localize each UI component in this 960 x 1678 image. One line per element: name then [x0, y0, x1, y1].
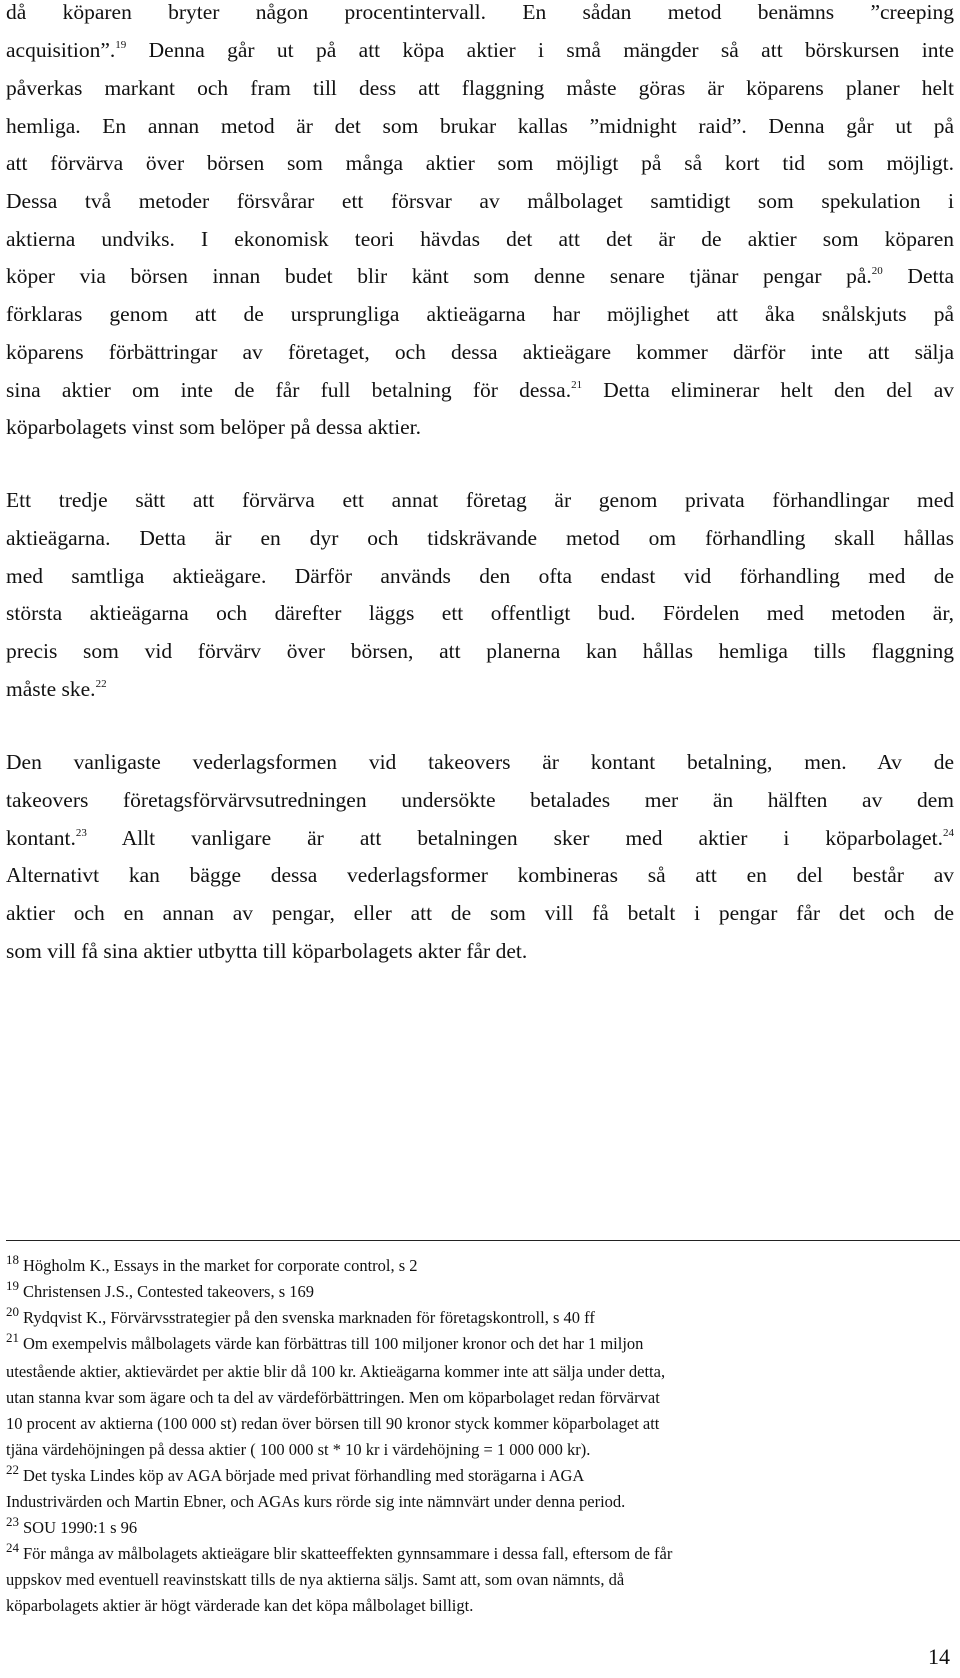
footnote-text: tjäna värdehöjningen på dessa aktier ( 100 000 st * 10 kr i värdehöjning = 1 000 000 kr). — [6, 1440, 591, 1459]
footnote-line — [6, 1278, 954, 1302]
footnote-number: 19 — [6, 1278, 19, 1293]
footnote-text: uppskov med eventuell reavinstskatt tills de nya aktierna säljs. Samt att, som ovan nämnts, då — [6, 1570, 625, 1589]
footnote-reference[interactable]: 23 — [75, 827, 87, 839]
body-line — [6, 939, 954, 964]
footnote-line — [6, 1514, 954, 1538]
line-text: köparens förbättringar av företaget, och dessa aktieägare kommer därför inte att sälja — [6, 340, 954, 364]
body-line — [6, 302, 954, 327]
body-line — [6, 639, 954, 664]
line-text: Dessa två metoder försvårar ett försvar av målbolaget samtidigt som spekulation i — [6, 189, 954, 213]
line-text: Den vanligaste vederlagsformen vid takeovers är kontant betalning, men. Av de — [6, 750, 954, 774]
line-text: Denna går ut på att köpa aktier i små mängder så att börskursen inte — [126, 38, 954, 62]
body-line — [6, 340, 954, 365]
line-text: som vill få sina aktier utbytta till köparbolagets akter får det. — [6, 939, 528, 963]
footnote-number: 24 — [6, 1540, 19, 1555]
footnote-reference[interactable]: 19 — [115, 39, 127, 51]
footnote-line — [6, 1252, 954, 1276]
body-line — [6, 0, 954, 25]
body-line — [6, 488, 954, 513]
footnote-line — [6, 1388, 954, 1408]
footnote-text: utestående aktier, aktievärdet per aktie blir då 100 kr. Aktieägarna kommer inte att sälja under detta, — [6, 1362, 666, 1381]
body-line — [6, 227, 954, 252]
footnote-text: utan stanna kvar som ägare och ta del av värdeförbättringen. Men om köparbolaget redan förvärvat — [6, 1388, 660, 1407]
line-text: påverkas markant och fram till dess att flaggning måste göras är köparens planer helt — [6, 76, 954, 100]
footnote-number: 22 — [6, 1462, 19, 1477]
body-line — [6, 151, 954, 176]
footnote-text: 10 procent av aktierna (100 000 st) redan över börsen till 90 kronor styck kommer köparbolaget att — [6, 1414, 660, 1433]
footnote-text: köparbolagets aktier är högt värderade kan det köpa målbolaget billigt. — [6, 1596, 474, 1615]
line-text: då köparen bryter någon procentintervall. En sådan metod benämns ”creeping — [6, 0, 954, 24]
footnote-line — [6, 1440, 954, 1460]
line-text: Allt vanligare är att betalningen sker med aktier i köparbolaget. — [86, 826, 943, 850]
line-text: största aktieägarna och därefter läggs ett offentligt bud. Fördelen med metoden är, — [6, 601, 954, 625]
line-text: sina aktier om inte de får full betalning för dessa. — [6, 378, 572, 402]
footnote-number: 18 — [6, 1252, 19, 1267]
page-number: 14 — [928, 1644, 950, 1669]
body-line — [6, 564, 954, 589]
footnote-line — [6, 1362, 954, 1382]
line-text: Ett tredje sätt att förvärva ett annat företag är genom privata förhandlingar med — [6, 488, 954, 512]
line-text: kontant. — [6, 826, 76, 850]
body-line — [6, 114, 954, 139]
body-line — [6, 901, 954, 926]
footnote-line — [6, 1492, 954, 1512]
line-text: takeovers företagsförvärvsutredningen undersökte betalades mer än hälften av dem — [6, 788, 954, 812]
body-line — [6, 526, 954, 551]
line-text: att förvärva över börsen som många aktier som möjligt på så kort tid som möjligt. — [6, 151, 954, 175]
body-line — [6, 76, 954, 101]
footnote-line — [6, 1330, 954, 1354]
line-text: Alternativt kan bägge dessa vederlagsformer kombineras så att en del består av — [6, 863, 954, 887]
line-text: köper via börsen innan budet blir känt som denne senare tjänar pengar på. — [6, 264, 872, 288]
footnote-number: 23 — [6, 1514, 19, 1529]
line-text: med samtliga aktieägare. Därför används den ofta endast vid förhandling med de — [6, 564, 954, 588]
body-line — [6, 38, 954, 63]
body-line — [6, 788, 954, 813]
footnote-text: Det tyska Lindes köp av AGA började med privat förhandling med storägarna i AGA — [23, 1466, 585, 1485]
line-text: Detta — [882, 264, 954, 288]
footnote-text: För många av målbolagets aktieägare blir skatteeffekten gynnsammare i dessa fall, eftersom de får — [23, 1544, 673, 1563]
body-line — [6, 189, 954, 214]
footnote-number: 20 — [6, 1304, 19, 1319]
body-line — [6, 826, 954, 851]
body-line — [6, 677, 954, 702]
footnote-reference[interactable]: 21 — [571, 379, 583, 391]
line-text: aktieägarna. Detta är en dyr och tidskrävande metod om förhandling skall hållas — [6, 526, 954, 550]
footnote-reference[interactable]: 22 — [95, 678, 107, 690]
footnote-text: SOU 1990:1 s 96 — [23, 1518, 138, 1537]
footnote-reference[interactable]: 24 — [943, 827, 954, 839]
body-line — [6, 601, 954, 626]
footnote-line — [6, 1462, 954, 1486]
line-text: hemliga. En annan metod är det som brukar kallas ”midnight raid”. Denna går ut på — [6, 114, 954, 138]
footnote-line — [6, 1596, 954, 1616]
line-text: aktier och en annan av pengar, eller att de som vill få betalt i pengar får det och de — [6, 901, 954, 925]
footnote-text: Christensen J.S., Contested takeovers, s 169 — [23, 1282, 315, 1301]
footnote-number: 21 — [6, 1330, 19, 1345]
footnote-line — [6, 1570, 954, 1590]
line-text: måste ske. — [6, 677, 96, 701]
line-text: acquisition”. — [6, 38, 116, 62]
line-text: Detta eliminerar helt den del av — [582, 378, 954, 402]
line-text: förklaras genom att de ursprungliga aktieägarna har möjlighet att åka snålskjuts på — [6, 302, 954, 326]
footnote-line — [6, 1414, 954, 1434]
body-line — [6, 863, 954, 888]
body-line — [6, 264, 954, 289]
footnote-line — [6, 1540, 954, 1564]
footnote-text: Industrivärden och Martin Ebner, och AGAs kurs rörde sig inte nämnvärt under denna period. — [6, 1492, 626, 1511]
line-text: precis som vid förvärv över börsen, att planerna kan hållas hemliga tills flaggning — [6, 639, 954, 663]
footnote-separator — [6, 1240, 960, 1241]
line-text: köparbolagets vinst som belöper på dessa aktier. — [6, 415, 421, 439]
footnote-text: Högholm K., Essays in the market for corporate control, s 2 — [23, 1256, 418, 1275]
line-text: aktierna undviks. I ekonomisk teori hävdas det att det är de aktier som köparen — [6, 227, 954, 251]
footnote-text: Om exempelvis målbolagets värde kan förbättras till 100 miljoner kronor och det har 1 miljon — [23, 1334, 644, 1353]
footnote-text: Rydqvist K., Förvärvsstrategier på den svenska marknaden för företagskontroll, s 40 ff — [23, 1308, 595, 1327]
body-line — [6, 378, 954, 403]
footnote-reference[interactable]: 20 — [871, 265, 883, 277]
body-line — [6, 415, 954, 440]
body-line — [6, 750, 954, 775]
footnote-line — [6, 1304, 954, 1328]
